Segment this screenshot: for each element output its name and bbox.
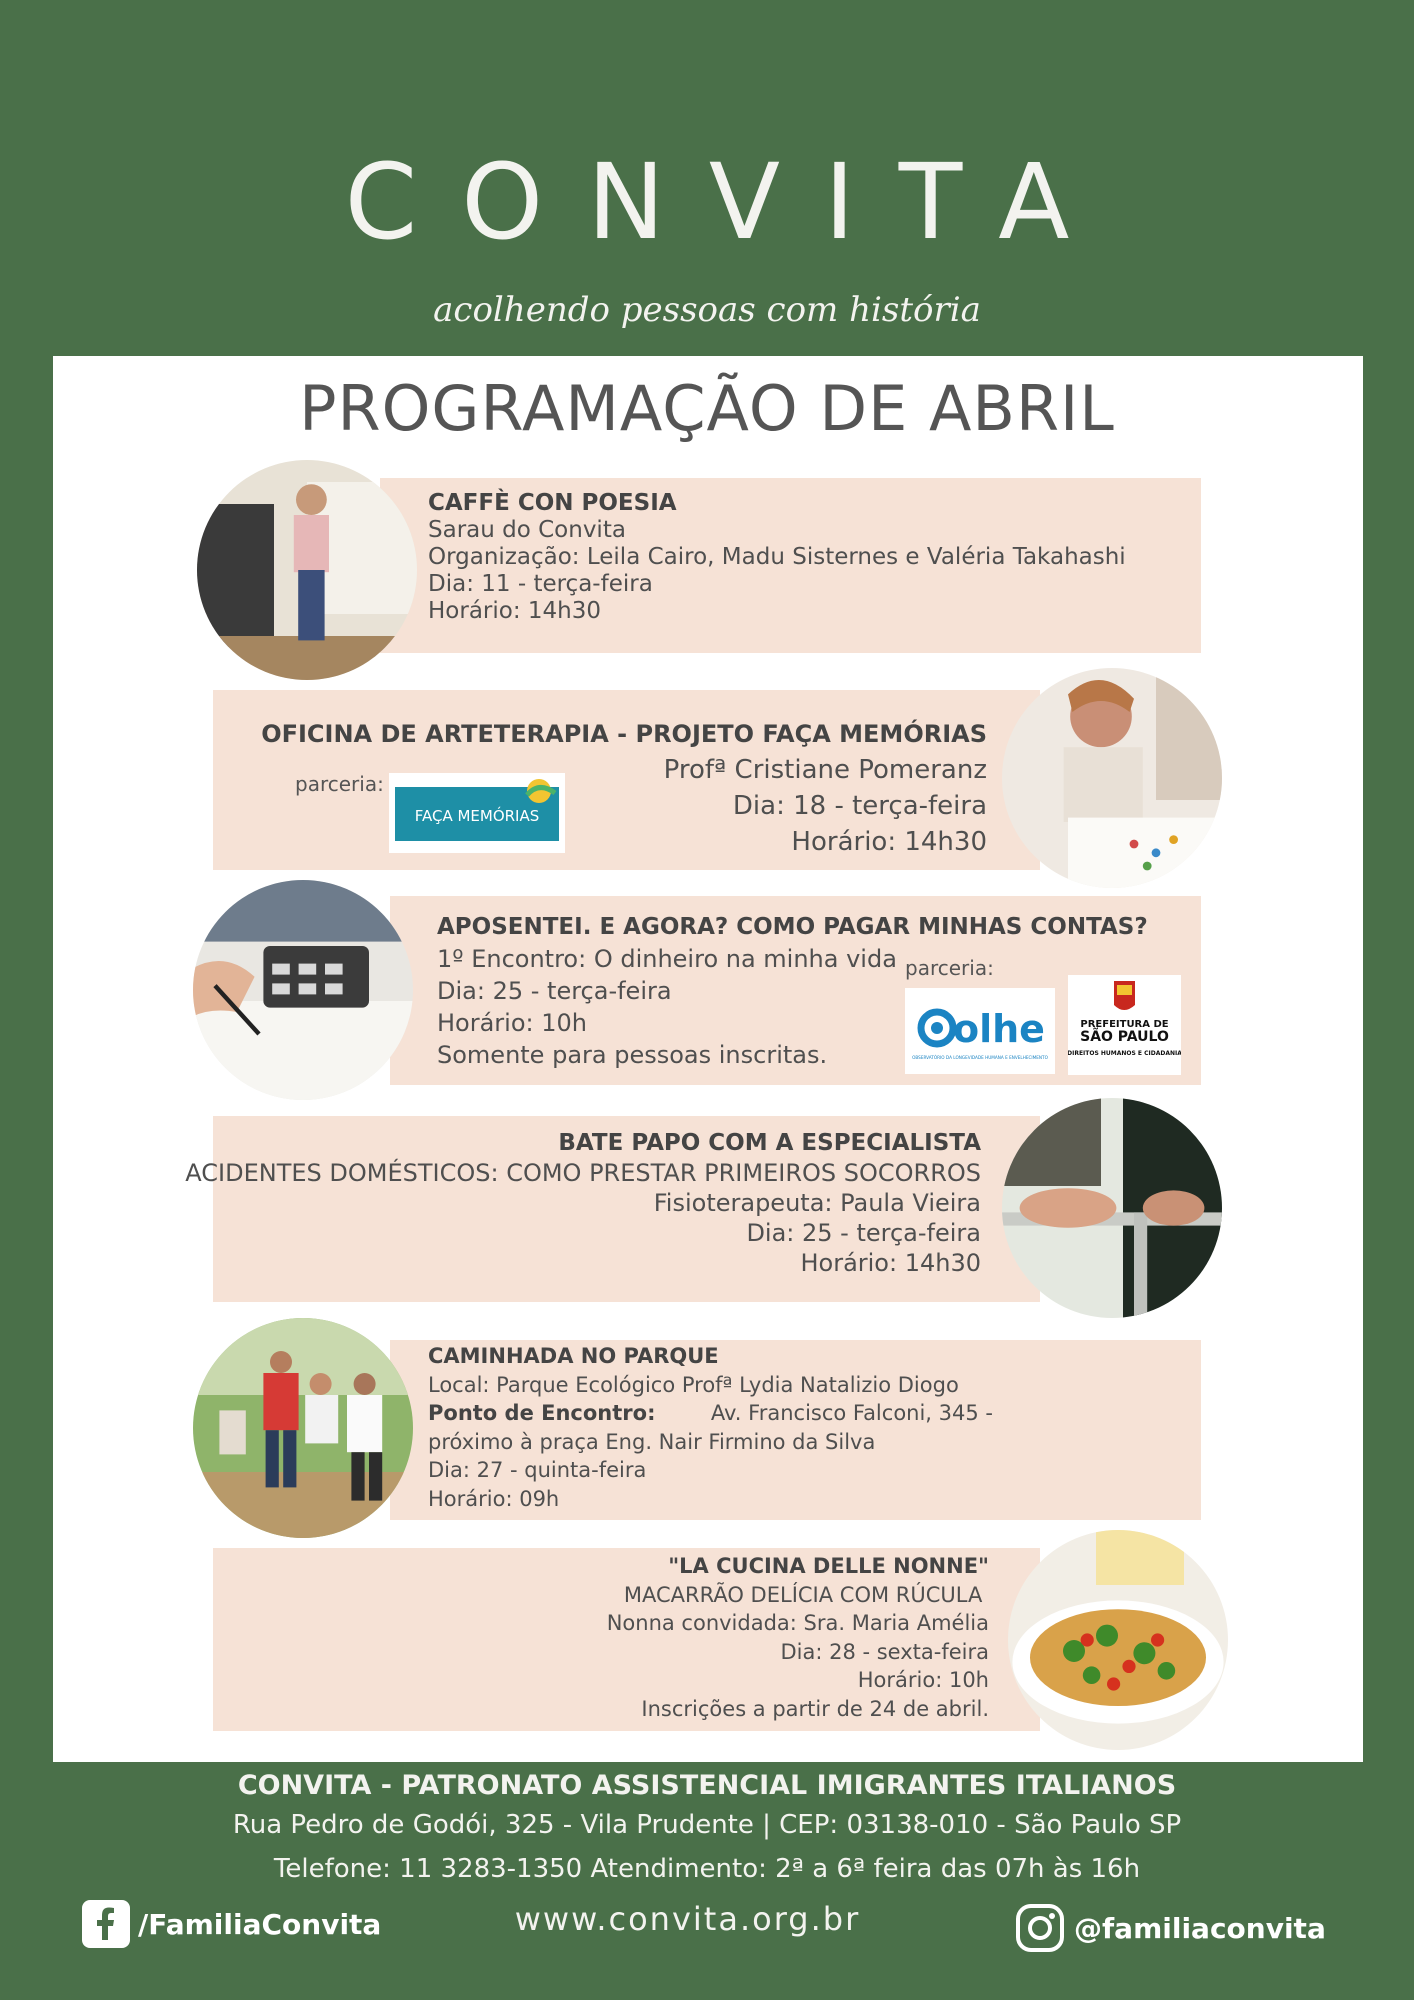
event-line: Dia: 25 - terça-feira — [437, 977, 672, 1005]
event-line: MACARRÃO DELÍCIA COM RÚCULA — [623, 1582, 989, 1607]
event-line: ACIDENTES DOMÉSTICOS: COMO PRESTAR PRIMEIROS SOCORROS — [185, 1159, 981, 1187]
meeting-point-label: Ponto de Encontro: — [428, 1401, 656, 1425]
facebook-handle[interactable]: /FamiliaConvita — [138, 1907, 382, 1941]
event-line: Dia: 27 - quinta-feira — [428, 1458, 647, 1482]
prefeitura-text-bot: DIREITOS HUMANOS E CIDADANIA — [1068, 1050, 1181, 1057]
event-photo-art — [1002, 668, 1222, 888]
event-text-caminhada — [428, 1342, 993, 1513]
event-line: Sarau do Convita — [428, 517, 626, 543]
event-photo-hands — [1002, 1098, 1222, 1318]
event-line: Horário: 14h30 — [791, 827, 987, 857]
event-line: próximo à praça Eng. Nair Firmino da Silva — [428, 1429, 876, 1454]
event-line: Horário: 14h30 — [428, 598, 602, 624]
event-line: Fisioterapeuta: Paula Vieira — [653, 1189, 981, 1217]
meeting-point-row — [428, 1399, 993, 1428]
prefeitura-sp-logo — [1068, 975, 1181, 1075]
event-line: Inscrições a partir de 24 de abril. — [641, 1696, 989, 1721]
event-line: Local: Parque Ecológico Profª Lydia Natalizio Diogo — [428, 1372, 959, 1397]
faca-memorias-logo — [389, 773, 565, 853]
event-title: BATE PAPO COM A ESPECIALISTA — [558, 1130, 981, 1156]
event-line: Horário: 09h — [428, 1486, 560, 1511]
event-photo-pasta — [1008, 1530, 1228, 1750]
footer-address: Rua Pedro de Godói, 325 - Vila Prudente | CEP: 03138-010 - São Paulo SP — [232, 1810, 1182, 1840]
event-line: Horário: 14h30 — [800, 1249, 981, 1277]
event-line: Dia: 11 - terça-feira — [428, 571, 653, 597]
event-text-cucina — [607, 1552, 989, 1723]
instagram-link[interactable] — [1014, 1902, 1326, 1954]
event-photo-finance — [193, 880, 413, 1100]
instagram-handle[interactable]: @familiaconvita — [1074, 1911, 1326, 1945]
event-line: Horário: 10h — [437, 1009, 587, 1037]
event-line: Dia: 25 - terça-feira — [746, 1219, 981, 1247]
event-title: "LA CUCINA DELLE NONNE" — [668, 1554, 989, 1578]
event-line: Dia: 18 - terça-feira — [732, 791, 987, 821]
event-line: Organização: Leila Cairo, Madu Sisternes e Valéria Takahashi — [428, 544, 1126, 570]
olhe-logo-text: olhe — [953, 1007, 1045, 1051]
instagram-icon — [1014, 1902, 1066, 1954]
event-line: 1º Encontro: O dinheiro na minha vida — [437, 945, 897, 973]
olhe-logo-subtext: OBSERVATÓRIO DA LONGEVIDADE HUMANA E ENVELHECIMENTO — [912, 1055, 1048, 1060]
event-line: Horário: 10h — [857, 1668, 989, 1692]
prefeitura-text-top: PREFEITURA DE — [1080, 1019, 1169, 1030]
website-link[interactable]: www.convita.org.br — [514, 1900, 861, 1938]
brand-tagline: acolhendo pessoas com história — [433, 290, 981, 330]
brand-logo: CONVITA — [344, 141, 1114, 263]
event-text-bate-papo — [185, 1128, 981, 1278]
partner-label: parceria: — [295, 772, 384, 796]
event-title: CAMINHADA NO PARQUE — [428, 1344, 719, 1368]
event-photo-walk — [193, 1318, 413, 1538]
footer-org: CONVITA - PATRONATO ASSISTENCIAL IMIGRANTES ITALIANOS — [237, 1770, 1177, 1801]
event-title: APOSENTEI. E AGORA? COMO PAGAR MINHAS CONTAS? — [437, 914, 1148, 940]
event-line: Profª Cristiane Pomeranz — [663, 755, 987, 785]
prefeitura-text-mid: SÃO PAULO — [1080, 1029, 1169, 1045]
event-title: CAFFÈ CON POESIA — [428, 490, 677, 516]
faca-memorias-logo-text: FAÇA MEMÓRIAS — [414, 807, 540, 825]
event-line: Dia: 28 - sexta-feira — [780, 1639, 989, 1664]
event-line: Nonna convidada: Sra. Maria Amélia — [606, 1611, 989, 1635]
event-title: OFICINA DE ARTETERAPIA - PROJETO FAÇA MEMÓRIAS — [261, 720, 987, 748]
meeting-point-value: Av. Francisco Falconi, 345 - — [710, 1401, 993, 1425]
page-title: PROGRAMAÇÃO DE ABRIL — [299, 372, 1115, 445]
event-line: Somente para pessoas inscritas. — [437, 1041, 828, 1069]
olhe-logo — [905, 988, 1055, 1074]
partner-label: parceria: — [905, 956, 994, 980]
event-photo-poetry — [197, 460, 417, 680]
event-text-caffe — [428, 490, 1126, 625]
footer-phone: Telefone: 11 3283-1350 Atendimento: 2ª a 6ª feira das 07h às 16h — [273, 1854, 1141, 1884]
